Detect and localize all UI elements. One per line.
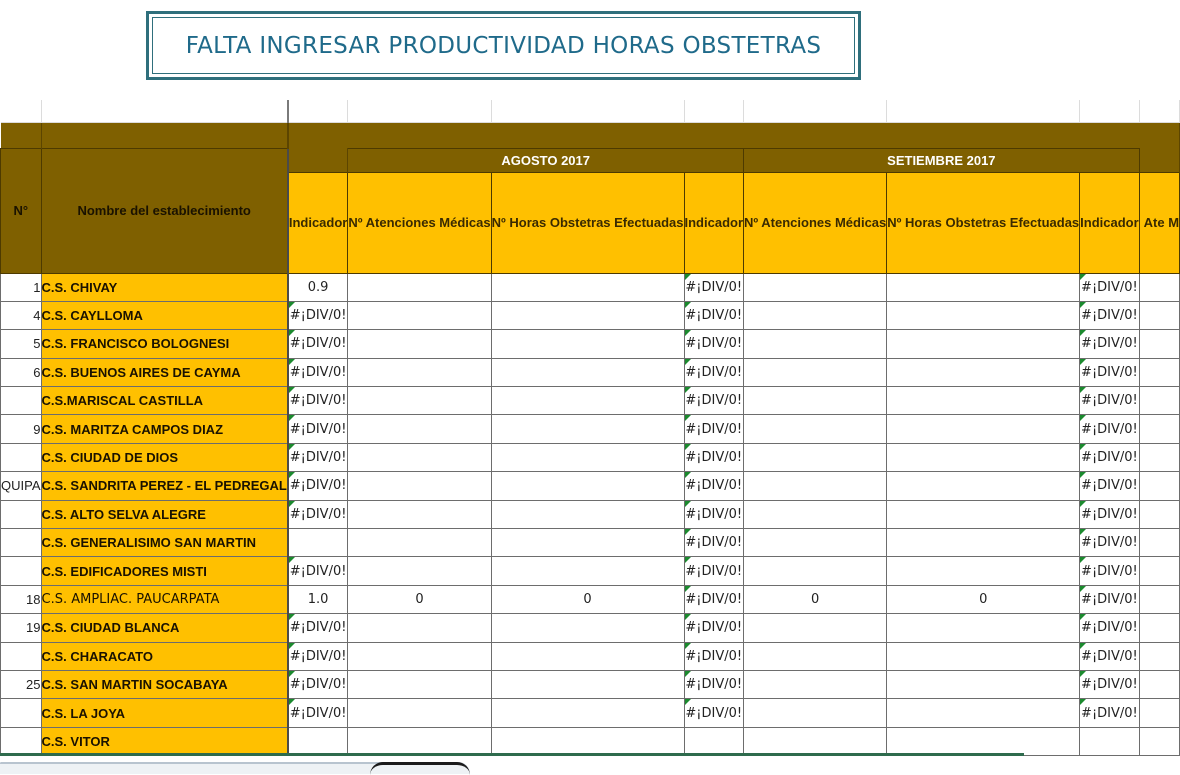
horas-cell[interactable]: 0 bbox=[887, 585, 1080, 613]
indicator-cell[interactable]: #¡DIV/0! bbox=[288, 358, 348, 386]
grid-cell[interactable] bbox=[1139, 670, 1179, 698]
horas-cell[interactable]: 0 bbox=[491, 585, 684, 613]
atenciones-cell[interactable] bbox=[744, 699, 887, 727]
horas-cell[interactable] bbox=[887, 670, 1080, 698]
atenciones-cell[interactable] bbox=[348, 614, 491, 642]
atenciones-cell[interactable] bbox=[744, 330, 887, 358]
atenciones-cell[interactable] bbox=[744, 273, 887, 301]
establishment-name-cell[interactable]: C.S. AMPLIAC. PAUCARPATA bbox=[41, 585, 288, 613]
establishment-name-cell[interactable]: C.S. MARITZA CAMPOS DIAZ bbox=[41, 415, 288, 443]
indicator-cell[interactable]: #¡DIV/0! bbox=[684, 529, 744, 557]
indicator-cell[interactable]: #¡DIV/0! bbox=[684, 443, 744, 471]
atenciones-cell[interactable] bbox=[348, 301, 491, 329]
horas-cell[interactable] bbox=[887, 642, 1080, 670]
indicator-cell[interactable]: #¡DIV/0! bbox=[684, 415, 744, 443]
row-number-cell[interactable] bbox=[1, 443, 42, 471]
indicator-cell[interactable]: #¡DIV/0! bbox=[1080, 699, 1140, 727]
grid-cell[interactable] bbox=[348, 100, 491, 122]
atenciones-cell[interactable]: 0 bbox=[744, 585, 887, 613]
grid-cell[interactable] bbox=[1139, 500, 1179, 528]
indicator-cell[interactable]: #¡DIV/0! bbox=[288, 699, 348, 727]
grid-cell[interactable] bbox=[1139, 699, 1179, 727]
grid-cell[interactable] bbox=[744, 100, 887, 122]
header-atenciones[interactable]: Nº Atenciones Médicas bbox=[744, 172, 887, 273]
row-number-cell[interactable]: 4 bbox=[1, 301, 42, 329]
horas-cell[interactable] bbox=[887, 387, 1080, 415]
indicator-cell[interactable]: #¡DIV/0! bbox=[684, 699, 744, 727]
table-row bbox=[1, 500, 1180, 528]
grid-cell[interactable] bbox=[1139, 443, 1179, 471]
grid-cell[interactable] bbox=[288, 100, 348, 122]
indicator-cell[interactable]: #¡DIV/0! bbox=[288, 500, 348, 528]
atenciones-cell[interactable] bbox=[744, 557, 887, 585]
bottom-divider bbox=[0, 753, 1024, 756]
row-number-cell[interactable]: 5 bbox=[1, 330, 42, 358]
horas-cell[interactable] bbox=[887, 301, 1080, 329]
row-number-cell[interactable] bbox=[1, 727, 42, 755]
slide-title: FALTA INGRESAR PRODUCTIVIDAD HORAS OBSTETRAS bbox=[152, 17, 855, 74]
horas-cell[interactable] bbox=[887, 472, 1080, 500]
indicator-cell[interactable]: #¡DIV/0! bbox=[1080, 330, 1140, 358]
horas-cell[interactable] bbox=[491, 273, 684, 301]
atenciones-cell[interactable] bbox=[744, 500, 887, 528]
grid-cell[interactable] bbox=[1139, 557, 1179, 585]
establishment-name-cell[interactable]: C.S. SANDRITA PEREZ - EL PEDREGAL bbox=[41, 472, 288, 500]
atenciones-cell[interactable] bbox=[744, 301, 887, 329]
horas-cell[interactable] bbox=[491, 727, 684, 755]
indicator-cell[interactable]: #¡DIV/0! bbox=[684, 387, 744, 415]
indicator-cell[interactable]: #¡DIV/0! bbox=[1080, 301, 1140, 329]
horas-cell[interactable] bbox=[887, 727, 1080, 755]
indicator-cell[interactable]: #¡DIV/0! bbox=[684, 330, 744, 358]
atenciones-cell[interactable] bbox=[348, 500, 491, 528]
month-row bbox=[1, 148, 1180, 172]
header-numero[interactable]: N° bbox=[1, 148, 42, 273]
grid-cell[interactable] bbox=[1139, 614, 1179, 642]
atenciones-cell[interactable] bbox=[348, 727, 491, 755]
establishment-name-cell[interactable]: C.S. FRANCISCO BOLOGNESI bbox=[41, 330, 288, 358]
horas-cell[interactable] bbox=[887, 273, 1080, 301]
indicator-cell[interactable]: #¡DIV/0! bbox=[1080, 472, 1140, 500]
grid-cell[interactable] bbox=[887, 100, 1080, 122]
blank-row bbox=[1, 100, 1180, 122]
indicator-cell[interactable]: #¡DIV/0! bbox=[684, 557, 744, 585]
header-band-cell bbox=[288, 122, 1180, 148]
atenciones-cell[interactable] bbox=[744, 727, 887, 755]
atenciones-cell[interactable] bbox=[744, 387, 887, 415]
indicator-cell[interactable]: #¡DIV/0! bbox=[1080, 614, 1140, 642]
indicator-cell[interactable] bbox=[288, 727, 348, 755]
slide-title-box bbox=[146, 11, 861, 80]
row-number-cell[interactable]: 1 bbox=[1, 273, 42, 301]
indicator-cell[interactable]: #¡DIV/0! bbox=[1080, 670, 1140, 698]
indicator-cell[interactable]: 0.9 bbox=[288, 273, 348, 301]
grid-cell[interactable] bbox=[491, 100, 684, 122]
indicator-cell[interactable]: #¡DIV/0! bbox=[288, 472, 348, 500]
grid-cell[interactable] bbox=[1139, 642, 1179, 670]
establishment-name-cell[interactable]: C.S. CIUDAD BLANCA bbox=[41, 614, 288, 642]
atenciones-cell[interactable] bbox=[348, 443, 491, 471]
table-row bbox=[1, 699, 1180, 727]
horas-cell[interactable] bbox=[491, 642, 684, 670]
indicator-cell[interactable] bbox=[684, 727, 744, 755]
atenciones-cell[interactable] bbox=[348, 472, 491, 500]
horas-cell[interactable] bbox=[491, 529, 684, 557]
horas-cell[interactable] bbox=[491, 301, 684, 329]
atenciones-cell[interactable] bbox=[348, 415, 491, 443]
grid-cell[interactable] bbox=[1139, 273, 1179, 301]
atenciones-cell[interactable] bbox=[744, 614, 887, 642]
grid-cell[interactable] bbox=[1139, 472, 1179, 500]
header-indicador[interactable]: Indicador bbox=[684, 172, 744, 273]
grid-cell[interactable] bbox=[1139, 301, 1179, 329]
row-number-cell[interactable] bbox=[1, 699, 42, 727]
table-row bbox=[1, 642, 1180, 670]
table-row bbox=[1, 330, 1180, 358]
horas-cell[interactable] bbox=[491, 500, 684, 528]
horas-cell[interactable] bbox=[491, 699, 684, 727]
indicator-cell[interactable]: #¡DIV/0! bbox=[288, 670, 348, 698]
indicator-cell[interactable]: #¡DIV/0! bbox=[684, 585, 744, 613]
header-indicador[interactable]: Indicador bbox=[1080, 172, 1140, 273]
horas-cell[interactable] bbox=[887, 557, 1080, 585]
horas-cell[interactable] bbox=[491, 472, 684, 500]
bottom-decoration bbox=[370, 762, 470, 775]
indicator-cell[interactable] bbox=[288, 529, 348, 557]
atenciones-cell[interactable] bbox=[348, 699, 491, 727]
horas-cell[interactable] bbox=[491, 387, 684, 415]
row-number-cell[interactable] bbox=[1, 500, 42, 528]
grid-cell[interactable] bbox=[1, 100, 42, 122]
indicator-cell[interactable]: #¡DIV/0! bbox=[1080, 529, 1140, 557]
grid-cell[interactable] bbox=[1139, 727, 1179, 755]
row-number-cell[interactable]: 25 bbox=[1, 670, 42, 698]
grid-cell[interactable] bbox=[1139, 529, 1179, 557]
indicator-cell[interactable]: #¡DIV/0! bbox=[1080, 273, 1140, 301]
indicator-cell[interactable] bbox=[1080, 727, 1140, 755]
establishment-name-cell[interactable]: C.S. CHARACATO bbox=[41, 642, 288, 670]
atenciones-cell[interactable] bbox=[744, 642, 887, 670]
atenciones-cell[interactable] bbox=[348, 358, 491, 386]
grid-cell[interactable] bbox=[1139, 585, 1179, 613]
horas-cell[interactable] bbox=[887, 529, 1080, 557]
month-header-agosto[interactable]: AGOSTO 2017 bbox=[348, 148, 744, 172]
horas-cell[interactable] bbox=[491, 557, 684, 585]
indicator-cell[interactable]: #¡DIV/0! bbox=[1080, 415, 1140, 443]
indicator-cell[interactable]: #¡DIV/0! bbox=[684, 273, 744, 301]
establishment-name-cell[interactable]: C.S. EDIFICADORES MISTI bbox=[41, 557, 288, 585]
atenciones-cell[interactable] bbox=[744, 415, 887, 443]
indicator-cell[interactable]: #¡DIV/0! bbox=[1080, 500, 1140, 528]
header-nombre[interactable]: Nombre del establecimiento bbox=[41, 148, 288, 273]
header-atenciones[interactable]: Nº Atenciones Médicas bbox=[348, 172, 491, 273]
establishment-name-cell[interactable]: C.S. BUENOS AIRES DE CAYMA bbox=[41, 358, 288, 386]
atenciones-cell[interactable] bbox=[744, 472, 887, 500]
indicator-cell[interactable]: 1.0 bbox=[288, 585, 348, 613]
indicator-cell[interactable]: #¡DIV/0! bbox=[684, 614, 744, 642]
indicator-cell[interactable]: #¡DIV/0! bbox=[1080, 557, 1140, 585]
horas-cell[interactable] bbox=[491, 670, 684, 698]
row-number-cell[interactable] bbox=[1, 529, 42, 557]
indicator-cell[interactable]: #¡DIV/0! bbox=[1080, 585, 1140, 613]
horas-cell[interactable] bbox=[491, 614, 684, 642]
row-number-cell[interactable] bbox=[1, 557, 42, 585]
establishment-name-cell[interactable]: C.S. ALTO SELVA ALEGRE bbox=[41, 500, 288, 528]
establishment-name-cell[interactable]: C.S. CIUDAD DE DIOS bbox=[41, 443, 288, 471]
grid-cell[interactable] bbox=[1139, 100, 1179, 122]
header-indicador[interactable]: Indicador bbox=[288, 172, 348, 273]
horas-cell[interactable] bbox=[887, 614, 1080, 642]
atenciones-cell[interactable] bbox=[348, 387, 491, 415]
horas-cell[interactable] bbox=[887, 699, 1080, 727]
row-number-cell[interactable]: 6 bbox=[1, 358, 42, 386]
grid-cell[interactable] bbox=[41, 100, 288, 122]
indicator-cell[interactable]: #¡DIV/0! bbox=[1080, 642, 1140, 670]
table-row bbox=[1, 585, 1180, 613]
table-row bbox=[1, 614, 1180, 642]
indicator-cell[interactable]: #¡DIV/0! bbox=[1080, 443, 1140, 471]
indicator-cell[interactable]: #¡DIV/0! bbox=[684, 670, 744, 698]
indicator-cell[interactable]: #¡DIV/0! bbox=[684, 358, 744, 386]
indicator-cell[interactable]: #¡DIV/0! bbox=[684, 301, 744, 329]
table-row bbox=[1, 727, 1180, 755]
row-number-cell[interactable]: 9 bbox=[1, 415, 42, 443]
atenciones-cell[interactable] bbox=[348, 642, 491, 670]
indicator-cell[interactable]: #¡DIV/0! bbox=[288, 557, 348, 585]
atenciones-cell[interactable] bbox=[744, 443, 887, 471]
horas-cell[interactable] bbox=[887, 358, 1080, 386]
row-number-cell[interactable]: QUIPA bbox=[1, 472, 42, 500]
month-header-setiembre[interactable]: SETIEMBRE 2017 bbox=[744, 148, 1140, 172]
indicator-cell[interactable]: #¡DIV/0! bbox=[1080, 358, 1140, 386]
row-number-cell[interactable]: 19 bbox=[1, 614, 42, 642]
row-number-cell[interactable]: 18 bbox=[1, 585, 42, 613]
establishment-name-cell[interactable]: C.S. CHIVAY bbox=[41, 273, 288, 301]
grid-cell[interactable] bbox=[1139, 330, 1179, 358]
establishment-name-cell[interactable]: C.S. CAYLLOMA bbox=[41, 301, 288, 329]
grid-cell[interactable] bbox=[1080, 100, 1140, 122]
establishment-name-cell[interactable]: C.S. LA JOYA bbox=[41, 699, 288, 727]
indicator-cell[interactable]: #¡DIV/0! bbox=[288, 614, 348, 642]
atenciones-cell[interactable] bbox=[348, 670, 491, 698]
header-atenciones-partial[interactable]: Ate M bbox=[1139, 172, 1179, 273]
row-number-cell[interactable] bbox=[1, 387, 42, 415]
indicator-cell[interactable]: #¡DIV/0! bbox=[288, 301, 348, 329]
horas-cell[interactable] bbox=[491, 415, 684, 443]
horas-cell[interactable] bbox=[887, 415, 1080, 443]
table-row bbox=[1, 443, 1180, 471]
productivity-table bbox=[0, 100, 1180, 756]
horas-cell[interactable] bbox=[491, 358, 684, 386]
indicator-cell[interactable]: #¡DIV/0! bbox=[684, 472, 744, 500]
establishment-name-cell[interactable]: C.S. SAN MARTIN SOCABAYA bbox=[41, 670, 288, 698]
header-band-row bbox=[1, 122, 1180, 148]
atenciones-cell[interactable] bbox=[348, 273, 491, 301]
table-row bbox=[1, 273, 1180, 301]
atenciones-cell[interactable] bbox=[744, 358, 887, 386]
row-number-cell[interactable] bbox=[1, 642, 42, 670]
table-row bbox=[1, 358, 1180, 386]
establishment-name-cell[interactable]: C.S. VITOR bbox=[41, 727, 288, 755]
spreadsheet bbox=[0, 100, 1180, 768]
indicator-cell[interactable]: #¡DIV/0! bbox=[288, 415, 348, 443]
grid-cell[interactable] bbox=[684, 100, 744, 122]
horas-cell[interactable] bbox=[491, 443, 684, 471]
table-row bbox=[1, 557, 1180, 585]
grid-cell[interactable] bbox=[1139, 387, 1179, 415]
atenciones-cell[interactable] bbox=[744, 529, 887, 557]
indicator-cell[interactable]: #¡DIV/0! bbox=[684, 642, 744, 670]
establishment-name-cell[interactable]: C.S.MARISCAL CASTILLA bbox=[41, 387, 288, 415]
header-horas[interactable]: Nº Horas Obstetras Efectuadas bbox=[491, 172, 684, 273]
horas-cell[interactable] bbox=[887, 500, 1080, 528]
atenciones-cell[interactable] bbox=[348, 330, 491, 358]
indicator-cell[interactable]: #¡DIV/0! bbox=[288, 330, 348, 358]
grid-cell[interactable] bbox=[1139, 415, 1179, 443]
horas-cell[interactable] bbox=[491, 330, 684, 358]
indicator-cell[interactable]: #¡DIV/0! bbox=[288, 642, 348, 670]
establishment-name-cell[interactable]: C.S. GENERALISIMO SAN MARTIN bbox=[41, 529, 288, 557]
atenciones-cell[interactable]: 0 bbox=[348, 585, 491, 613]
header-band-cell bbox=[1, 122, 42, 148]
table-row bbox=[1, 387, 1180, 415]
atenciones-cell[interactable] bbox=[744, 670, 887, 698]
atenciones-cell[interactable] bbox=[348, 529, 491, 557]
indicator-cell[interactable]: #¡DIV/0! bbox=[684, 500, 744, 528]
indicator-cell[interactable]: #¡DIV/0! bbox=[288, 443, 348, 471]
header-band-cell bbox=[1139, 148, 1179, 172]
indicator-cell[interactable]: #¡DIV/0! bbox=[1080, 387, 1140, 415]
table-row bbox=[1, 670, 1180, 698]
header-band-cell bbox=[41, 122, 288, 148]
grid-cell[interactable] bbox=[1139, 358, 1179, 386]
horas-cell[interactable] bbox=[887, 443, 1080, 471]
table-row bbox=[1, 301, 1180, 329]
table-row bbox=[1, 529, 1180, 557]
horas-cell[interactable] bbox=[887, 330, 1080, 358]
header-horas[interactable]: Nº Horas Obstetras Efectuadas bbox=[887, 172, 1080, 273]
table-row bbox=[1, 415, 1180, 443]
table-row bbox=[1, 472, 1180, 500]
atenciones-cell[interactable] bbox=[348, 557, 491, 585]
header-band-cell bbox=[288, 148, 348, 172]
indicator-cell[interactable]: #¡DIV/0! bbox=[288, 387, 348, 415]
